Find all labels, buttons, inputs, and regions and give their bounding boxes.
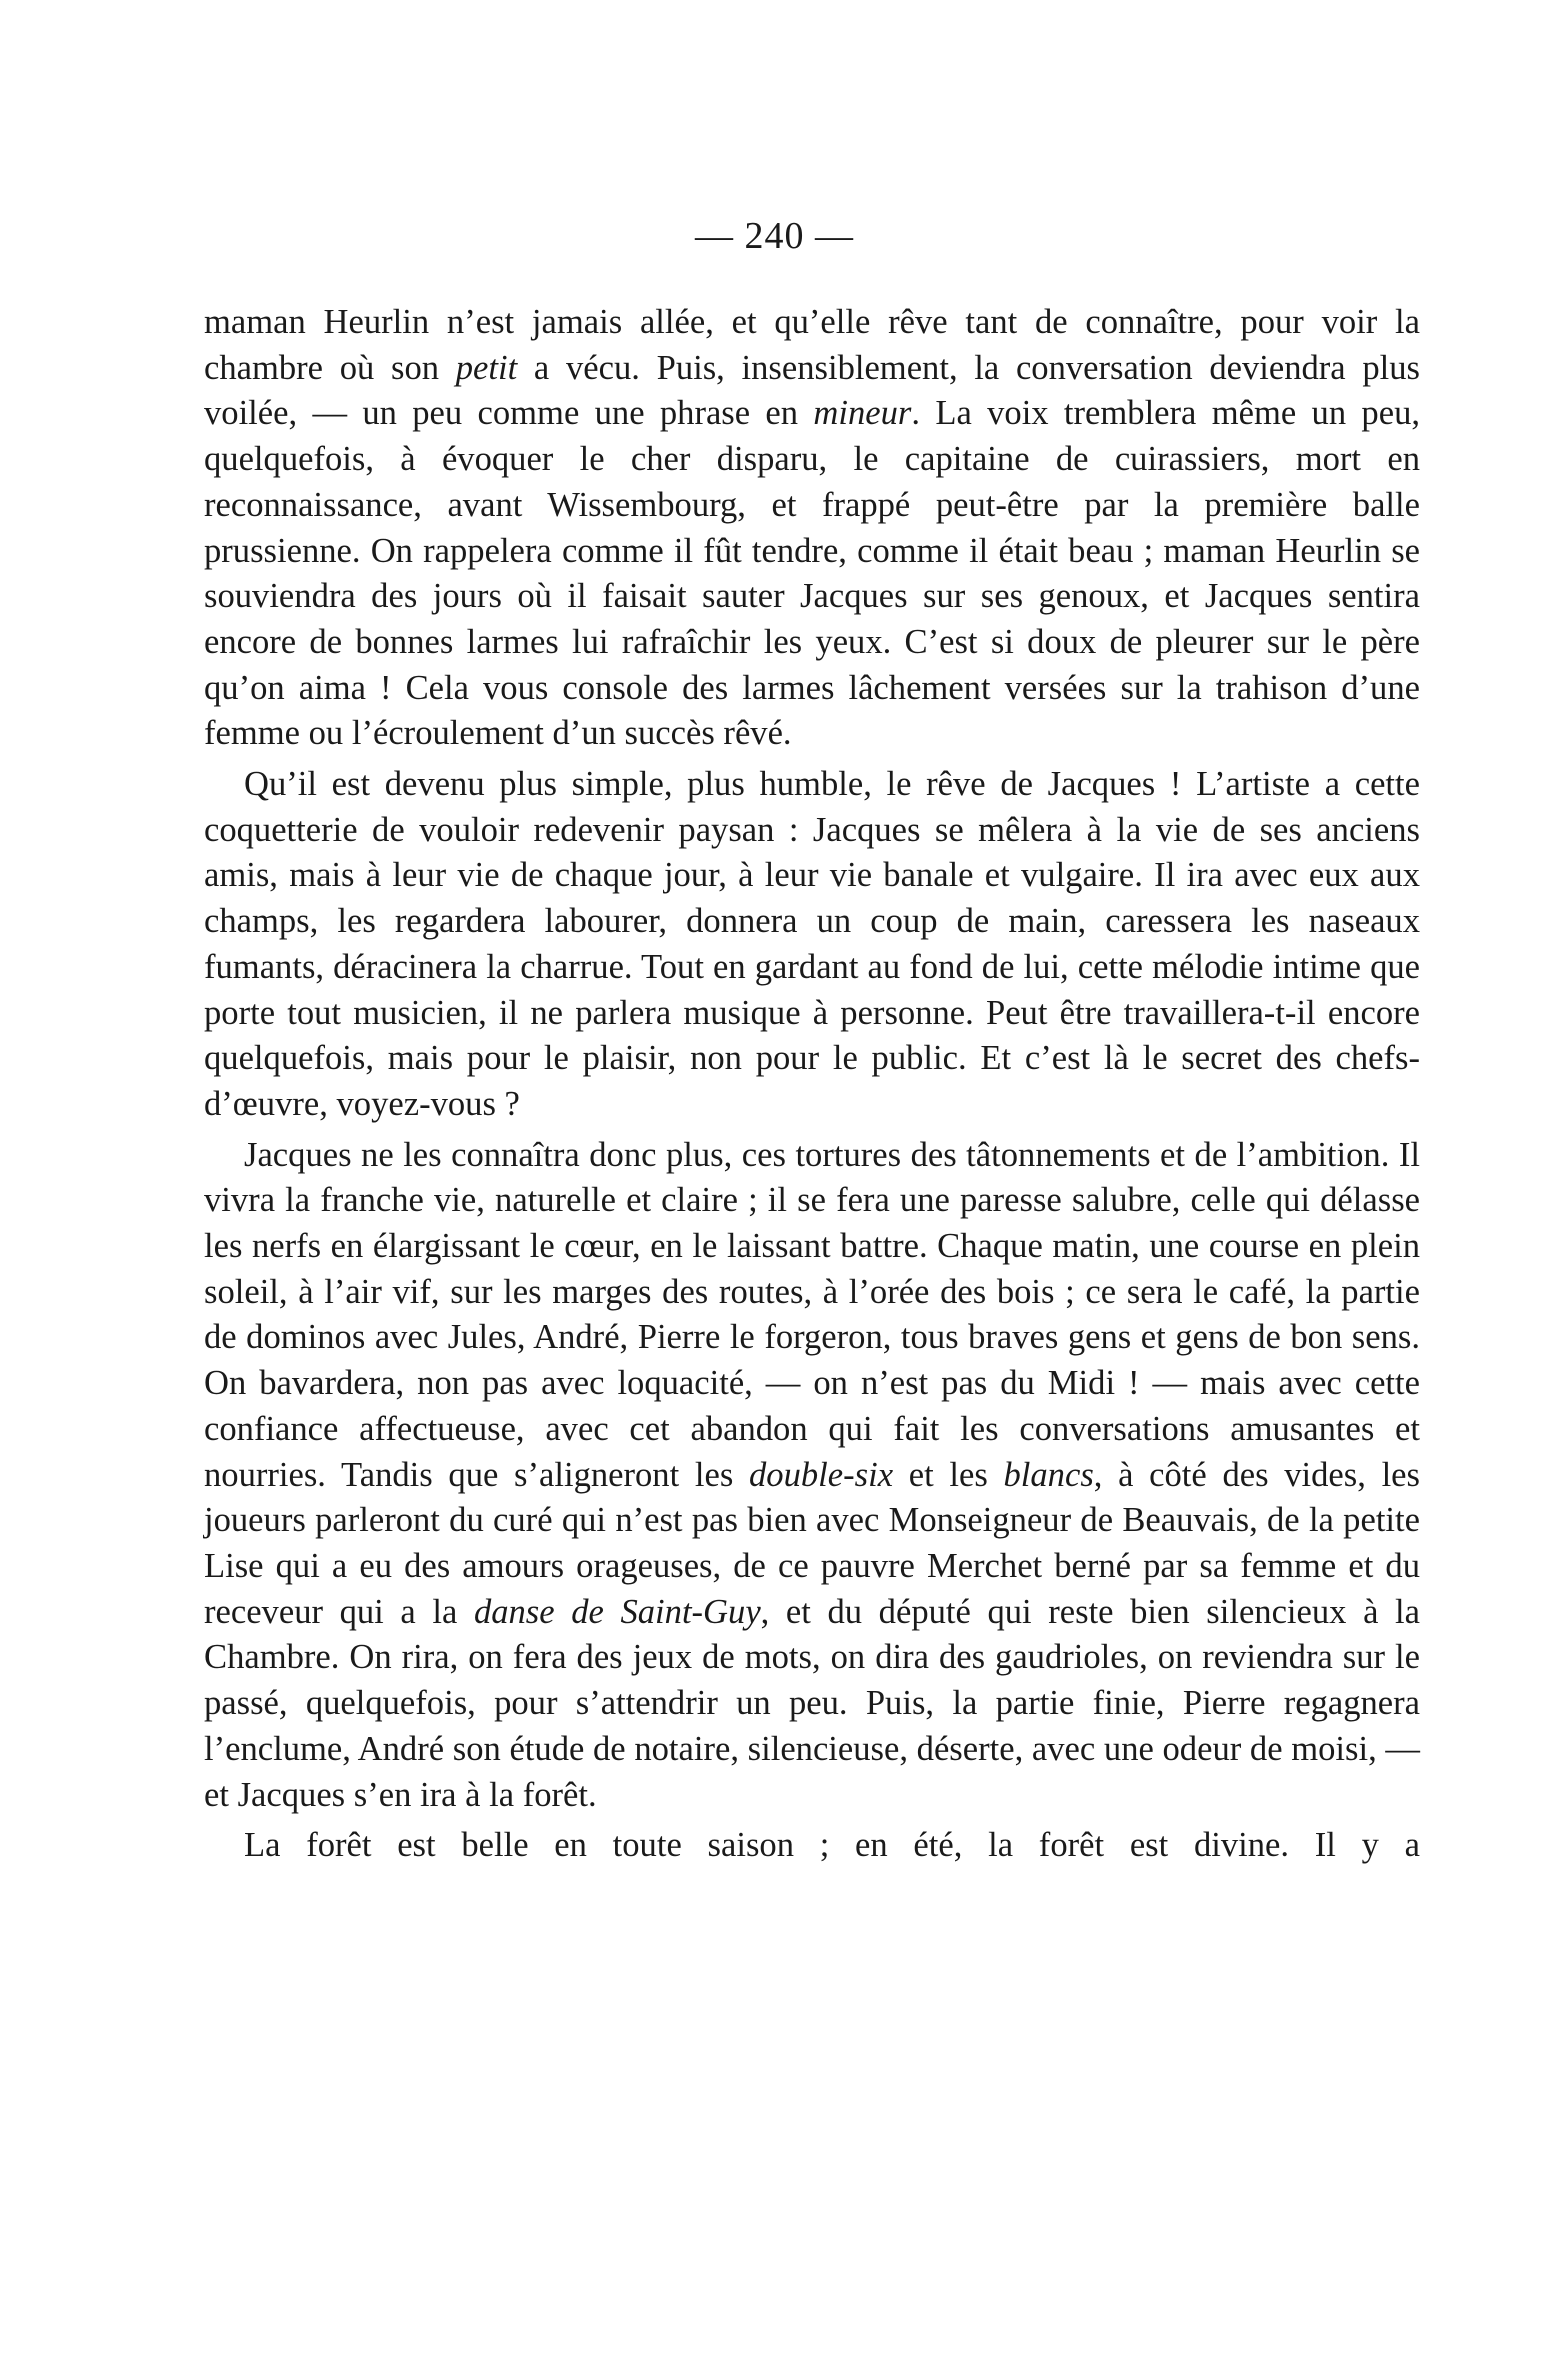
italic-segment: danse de Saint-Guy [473,1592,761,1631]
text-segment: La forêt est belle en toute saison ; en été, la forêt est divine. Il y a [244,1826,1420,1865]
paragraph-2 [204,762,1420,1128]
italic-segment: mineur [813,394,912,433]
paragraph-1 [204,300,1420,757]
italic-segment: blancs [1003,1455,1094,1494]
text-segment: Jacques ne les connaîtra donc plus, ces tortures des tâtonnements et de l’ambition. Il vivra la franche vie, naturelle et claire ; il se fera une paresse salubre, celle qui délasse les nerfs en élargissant le cœur, en le laissant battre. Chaque matin, une course en plein soleil, à l’air vif, sur les marges des routes, à l’orée des bois ; ce sera le café, la partie de dominos avec Jules, André, Pierre le forgeron, tous braves gens et gens de bon sens. On bavardera, non pas avec loquacité, — on n’est pas du Midi ! — mais avec cette confiance affectueuse, avec cet abandon qui fait les conversations amusantes et nourries. Tandis que s’aligneront les [204,1135,1420,1494]
text-segment: a vécu. Puis, insensiblement, la conversation deviendra plus voilée, — un peu comme une phrase en [204,348,1420,433]
italic-segment: petit [455,348,518,387]
text-segment: , et du député qui reste bien silencieux à la Chambre. On rira, on fera des jeux de mots, on dira des gaudrioles, on reviendra sur le passé, quelquefois, pour s’attendrir un peu. Puis, la partie finie, Pierre regagnera l’enclume, André son étude de notaire, silencieuse, déserte, avec une odeur de moisi, — et Jacques s’en ira à la forêt. [204,1592,1420,1814]
text-segment: maman Heurlin n’est jamais allée, et qu’elle rêve tant de connaître, pour voir la chambre où son [204,303,1420,387]
text-segment: . La voix tremblera même un peu, quelquefois, à évoquer le cher disparu, le capitaine de cuirassiers, mort en reconnaissance, avant Wissembourg, et frappé peut-être par la première balle prussienne. On rappelera comme il fût tendre, comme il était beau ; maman Heurlin se souviendra des jours où il faisait sauter Jacques sur ses genoux, et Jacques sentira encore de bonnes larmes lui rafraîchir les yeux. C’est si doux de pleurer sur le père qu’on aima ! Cela vous console des larmes lâchement versées sur la trahison d’une femme ou l’écroulement d’un succès rêvé. [204,394,1420,753]
text-segment: Qu’il est devenu plus simple, plus humble, le rêve de Jacques ! L’artiste a cette coquetterie de vouloir redevenir paysan : Jacques se mêlera à la vie de ses anciens amis, mais à leur vie de chaque jour, à leur vie banale et vulgaire. Il ira avec eux aux champs, les regardera labourer, donnera un coup de main, caressera les naseaux fumants, déracinera la charrue. Tout en gardant au fond de lui, cette mélodie intime que porte tout musicien, il ne parlera musique à personne. Peut être travaillera-t-il encore quelquefois, mais pour le plaisir, non pour le public. Et c’est là le secret des chefs-d’œuvre, voyez-vous ? [204,765,1420,1123]
paragraph-4 [204,1823,1420,1869]
text-segment: , à côté des vides, les joueurs parleront du curé qui n’est pas bien avec Monseigneur de Beauvais, de la petite Lise qui a eu des amours orageuses, de ce pauvre Merchet berné par sa femme et du receveur qui a la [204,1455,1420,1631]
body-text [204,300,1420,1869]
paragraph-3 [204,1133,1420,1819]
text-segment: et les [893,1455,1004,1494]
italic-segment: double-six [749,1455,894,1494]
page-number: — 240 — [695,215,854,257]
